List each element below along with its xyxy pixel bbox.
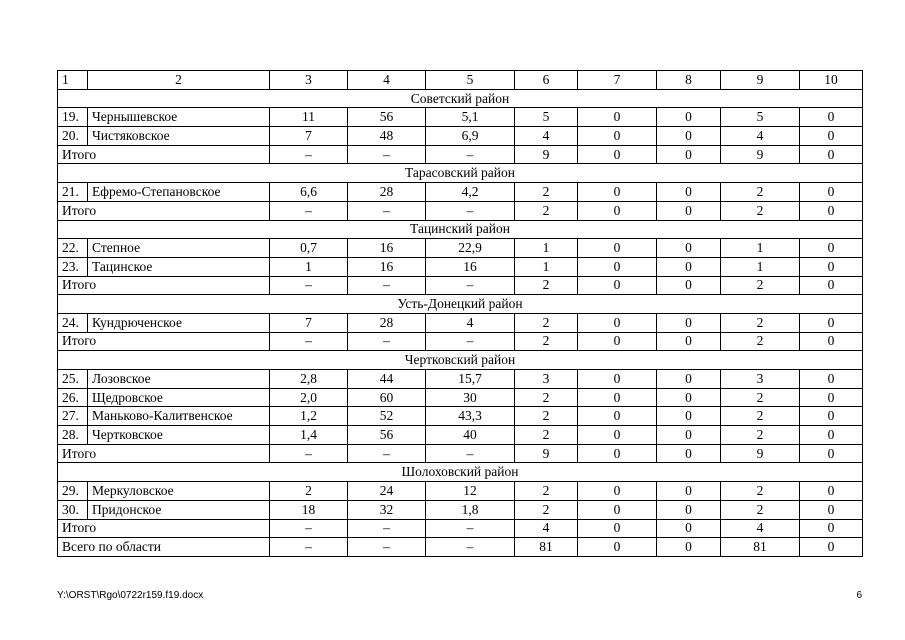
settlement-name: Чернышевское bbox=[88, 108, 270, 127]
table-cell: 0 bbox=[800, 407, 863, 426]
table-cell: 0 bbox=[800, 108, 863, 127]
table-cell: – bbox=[348, 538, 426, 557]
table-cell: – bbox=[270, 276, 348, 295]
table-cell: 0 bbox=[657, 482, 721, 501]
settlement-name: Меркуловское bbox=[88, 482, 270, 501]
section-row bbox=[58, 164, 863, 183]
total-label: Итого bbox=[58, 519, 270, 538]
total-label: Итого bbox=[58, 444, 270, 463]
table-cell: 2 bbox=[721, 183, 800, 202]
table-cell: 0 bbox=[578, 500, 657, 519]
row-number: 27. bbox=[58, 407, 88, 426]
table-cell: 0 bbox=[578, 201, 657, 220]
table-cell: – bbox=[426, 276, 515, 295]
settlement-name: Кундрюченское bbox=[88, 313, 270, 332]
section-title: Советский район bbox=[58, 89, 863, 108]
total-row bbox=[58, 519, 863, 538]
settlement-name: Щедровское bbox=[88, 388, 270, 407]
table-cell: 2 bbox=[721, 276, 800, 295]
table-cell: 2 bbox=[721, 426, 800, 445]
table-cell: 0 bbox=[578, 388, 657, 407]
settlement-name: Ефремо-Степановское bbox=[88, 183, 270, 202]
table-cell: 0 bbox=[657, 276, 721, 295]
table-cell: – bbox=[270, 519, 348, 538]
total-label: Итого bbox=[58, 276, 270, 295]
table-cell: 0 bbox=[800, 201, 863, 220]
table-cell: 40 bbox=[426, 426, 515, 445]
settlement-name: Маньково-Калитвенское bbox=[88, 407, 270, 426]
header-cell: 3 bbox=[270, 71, 348, 90]
table-cell: 0 bbox=[657, 388, 721, 407]
table-cell: 2 bbox=[515, 482, 578, 501]
table-cell: 16 bbox=[426, 257, 515, 276]
table-cell: 5 bbox=[515, 108, 578, 127]
table-cell: 60 bbox=[348, 388, 426, 407]
table-cell: 3 bbox=[515, 370, 578, 389]
table-cell: – bbox=[426, 444, 515, 463]
table-cell: 81 bbox=[721, 538, 800, 557]
table-cell: 0 bbox=[800, 145, 863, 164]
total-row bbox=[58, 444, 863, 463]
table-cell: 2 bbox=[721, 500, 800, 519]
table-cell: – bbox=[270, 201, 348, 220]
section-row bbox=[58, 351, 863, 370]
table-cell: 5 bbox=[721, 108, 800, 127]
table-cell: 0 bbox=[800, 332, 863, 351]
table-cell: 9 bbox=[515, 145, 578, 164]
header-cell: 2 bbox=[88, 71, 270, 90]
table-cell: 0 bbox=[657, 145, 721, 164]
section-row bbox=[58, 295, 863, 314]
table-cell: 2 bbox=[721, 407, 800, 426]
table-cell: – bbox=[348, 145, 426, 164]
table-cell: 0 bbox=[578, 239, 657, 258]
total-row bbox=[58, 201, 863, 220]
header-cell: 7 bbox=[578, 71, 657, 90]
table-cell: 0 bbox=[657, 519, 721, 538]
table-row bbox=[58, 257, 863, 276]
table-cell: 0 bbox=[800, 519, 863, 538]
settlement-name: Придонское bbox=[88, 500, 270, 519]
table-cell: – bbox=[270, 538, 348, 557]
settlement-name: Чистяковское bbox=[88, 127, 270, 146]
table-cell: 81 bbox=[515, 538, 578, 557]
table-cell: 0 bbox=[578, 444, 657, 463]
page-number: 6 bbox=[856, 590, 862, 601]
table-row bbox=[58, 500, 863, 519]
table-cell: – bbox=[426, 538, 515, 557]
table-cell: 0 bbox=[800, 500, 863, 519]
row-number: 25. bbox=[58, 370, 88, 389]
table-cell: 0 bbox=[800, 426, 863, 445]
table-row bbox=[58, 407, 863, 426]
section-title: Шолоховский район bbox=[58, 463, 863, 482]
table-cell: 6,9 bbox=[426, 127, 515, 146]
total-label: Итого bbox=[58, 145, 270, 164]
table-cell: 1,2 bbox=[270, 407, 348, 426]
table-cell: 18 bbox=[270, 500, 348, 519]
section-title: Усть-Донецкий район bbox=[58, 295, 863, 314]
settlement-name: Чертковское bbox=[88, 426, 270, 445]
table-cell: – bbox=[426, 519, 515, 538]
table-cell: 0 bbox=[657, 127, 721, 146]
table-row bbox=[58, 127, 863, 146]
table-cell: 2 bbox=[721, 332, 800, 351]
table-cell: – bbox=[270, 444, 348, 463]
table-cell: 28 bbox=[348, 183, 426, 202]
table-row bbox=[58, 108, 863, 127]
row-number: 20. bbox=[58, 127, 88, 146]
table-cell: 0 bbox=[800, 313, 863, 332]
header-cell: 10 bbox=[800, 71, 863, 90]
table-cell: 0 bbox=[657, 183, 721, 202]
table-cell: 22,9 bbox=[426, 239, 515, 258]
table-cell: 1 bbox=[721, 257, 800, 276]
table-cell: 9 bbox=[515, 444, 578, 463]
settlement-name: Степное bbox=[88, 239, 270, 258]
total-row bbox=[58, 332, 863, 351]
table-row bbox=[58, 370, 863, 389]
table-cell: 11 bbox=[270, 108, 348, 127]
header-cell: 4 bbox=[348, 71, 426, 90]
header-cell: 9 bbox=[721, 71, 800, 90]
table-cell: 30 bbox=[426, 388, 515, 407]
header-cell: 8 bbox=[657, 71, 721, 90]
table-cell: 2 bbox=[515, 313, 578, 332]
total-row bbox=[58, 145, 863, 164]
table-cell: 0 bbox=[578, 145, 657, 164]
table-cell: 0 bbox=[800, 183, 863, 202]
header-cell: 6 bbox=[515, 71, 578, 90]
table-cell: 2 bbox=[515, 426, 578, 445]
settlement-name: Лозовское bbox=[88, 370, 270, 389]
table-cell: – bbox=[270, 332, 348, 351]
table-cell: 0 bbox=[800, 482, 863, 501]
table-cell: 0 bbox=[800, 444, 863, 463]
table-cell: 0 bbox=[578, 276, 657, 295]
table-cell: 2 bbox=[515, 500, 578, 519]
table-cell: 4 bbox=[426, 313, 515, 332]
table-cell: 56 bbox=[348, 426, 426, 445]
table-cell: 2 bbox=[515, 407, 578, 426]
table-cell: 1 bbox=[270, 257, 348, 276]
table-row bbox=[58, 239, 863, 258]
file-path: Y:\ORST\Rgo\0722r159.f19.docx bbox=[57, 590, 204, 601]
header-cell: 1 bbox=[58, 71, 88, 90]
table-cell: 0 bbox=[578, 108, 657, 127]
table-cell: 2 bbox=[270, 482, 348, 501]
table-cell: 2 bbox=[515, 332, 578, 351]
table-cell: 4 bbox=[721, 519, 800, 538]
table-cell: 0,7 bbox=[270, 239, 348, 258]
table-cell: 1,8 bbox=[426, 500, 515, 519]
row-number: 26. bbox=[58, 388, 88, 407]
table-cell: 0 bbox=[578, 482, 657, 501]
table-cell: 2 bbox=[515, 388, 578, 407]
table-cell: 2 bbox=[721, 482, 800, 501]
table-cell: 16 bbox=[348, 257, 426, 276]
total-label: Итого bbox=[58, 332, 270, 351]
table-cell: 6,6 bbox=[270, 183, 348, 202]
table-cell: 0 bbox=[578, 538, 657, 557]
section-row bbox=[58, 220, 863, 239]
table-row bbox=[58, 426, 863, 445]
section-title: Чертковский район bbox=[58, 351, 863, 370]
table-cell: 1 bbox=[515, 257, 578, 276]
table-cell: 0 bbox=[657, 332, 721, 351]
table-cell: 2,0 bbox=[270, 388, 348, 407]
section-row bbox=[58, 463, 863, 482]
table-cell: 4,2 bbox=[426, 183, 515, 202]
table-cell: 24 bbox=[348, 482, 426, 501]
table-cell: – bbox=[348, 519, 426, 538]
table-cell: 4 bbox=[515, 519, 578, 538]
row-number: 24. bbox=[58, 313, 88, 332]
row-number: 29. bbox=[58, 482, 88, 501]
table-cell: 32 bbox=[348, 500, 426, 519]
row-number: 23. bbox=[58, 257, 88, 276]
table-cell: 0 bbox=[657, 201, 721, 220]
table-cell: 0 bbox=[657, 370, 721, 389]
table-cell: 0 bbox=[800, 370, 863, 389]
table-cell: 0 bbox=[578, 332, 657, 351]
table-row bbox=[58, 388, 863, 407]
table-cell: 0 bbox=[578, 426, 657, 445]
row-number: 30. bbox=[58, 500, 88, 519]
table-cell: 44 bbox=[348, 370, 426, 389]
table-cell: – bbox=[270, 145, 348, 164]
total-row bbox=[58, 276, 863, 295]
table-cell: 3 bbox=[721, 370, 800, 389]
table-cell: 0 bbox=[657, 239, 721, 258]
table-cell: 0 bbox=[800, 257, 863, 276]
row-number: 19. bbox=[58, 108, 88, 127]
total-row bbox=[58, 538, 863, 557]
table-cell: 0 bbox=[800, 388, 863, 407]
table-cell: 9 bbox=[721, 444, 800, 463]
table-row bbox=[58, 482, 863, 501]
table-cell: 7 bbox=[270, 127, 348, 146]
table-cell: 0 bbox=[657, 444, 721, 463]
table-cell: 15,7 bbox=[426, 370, 515, 389]
section-title: Тарасовский район bbox=[58, 164, 863, 183]
table-cell: 0 bbox=[657, 313, 721, 332]
total-label: Всего по области bbox=[58, 538, 270, 557]
table-cell: 43,3 bbox=[426, 407, 515, 426]
table-cell: 0 bbox=[657, 108, 721, 127]
table-cell: 1 bbox=[515, 239, 578, 258]
table-cell: – bbox=[426, 332, 515, 351]
row-number: 28. bbox=[58, 426, 88, 445]
settlement-name: Тацинское bbox=[88, 257, 270, 276]
section-title: Тацинский район bbox=[58, 220, 863, 239]
header-cell: 5 bbox=[426, 71, 515, 90]
table-row bbox=[58, 313, 863, 332]
table-cell: 52 bbox=[348, 407, 426, 426]
table-cell: 0 bbox=[657, 538, 721, 557]
table-cell: 2 bbox=[515, 201, 578, 220]
table-cell: 48 bbox=[348, 127, 426, 146]
table-cell: 2,8 bbox=[270, 370, 348, 389]
table-cell: 0 bbox=[578, 127, 657, 146]
table-cell: 0 bbox=[578, 257, 657, 276]
table-cell: 0 bbox=[657, 257, 721, 276]
table-cell: 5,1 bbox=[426, 108, 515, 127]
table-body bbox=[58, 71, 863, 557]
table-row bbox=[58, 183, 863, 202]
table-cell: 0 bbox=[800, 538, 863, 557]
row-number: 21. bbox=[58, 183, 88, 202]
table-cell: 12 bbox=[426, 482, 515, 501]
table-cell: – bbox=[348, 332, 426, 351]
table-cell: 0 bbox=[578, 313, 657, 332]
table-cell: 0 bbox=[657, 407, 721, 426]
section-row bbox=[58, 89, 863, 108]
row-number: 22. bbox=[58, 239, 88, 258]
table-cell: – bbox=[426, 201, 515, 220]
table-cell: 56 bbox=[348, 108, 426, 127]
table-cell: 9 bbox=[721, 145, 800, 164]
table-cell: 0 bbox=[800, 276, 863, 295]
table-cell: 7 bbox=[270, 313, 348, 332]
table-cell: 0 bbox=[578, 183, 657, 202]
table-cell: 1 bbox=[721, 239, 800, 258]
table-cell: 0 bbox=[800, 239, 863, 258]
data-table bbox=[57, 70, 863, 557]
table-cell: 2 bbox=[721, 313, 800, 332]
table-cell: 0 bbox=[657, 500, 721, 519]
table-cell: 0 bbox=[578, 519, 657, 538]
table-cell: 0 bbox=[657, 426, 721, 445]
table-cell: 0 bbox=[578, 407, 657, 426]
table-cell: 1,4 bbox=[270, 426, 348, 445]
table-cell: 2 bbox=[515, 183, 578, 202]
table-cell: 0 bbox=[800, 127, 863, 146]
total-label: Итого bbox=[58, 201, 270, 220]
table-cell: – bbox=[348, 444, 426, 463]
table-cell: 4 bbox=[515, 127, 578, 146]
table-cell: 16 bbox=[348, 239, 426, 258]
table-cell: 2 bbox=[721, 201, 800, 220]
table-cell: 4 bbox=[721, 127, 800, 146]
table-cell: 2 bbox=[721, 388, 800, 407]
table-cell: – bbox=[426, 145, 515, 164]
table-cell: 2 bbox=[515, 276, 578, 295]
table-cell: 28 bbox=[348, 313, 426, 332]
table-cell: – bbox=[348, 276, 426, 295]
header-row bbox=[58, 71, 863, 90]
table-cell: 0 bbox=[578, 370, 657, 389]
table-cell: – bbox=[348, 201, 426, 220]
